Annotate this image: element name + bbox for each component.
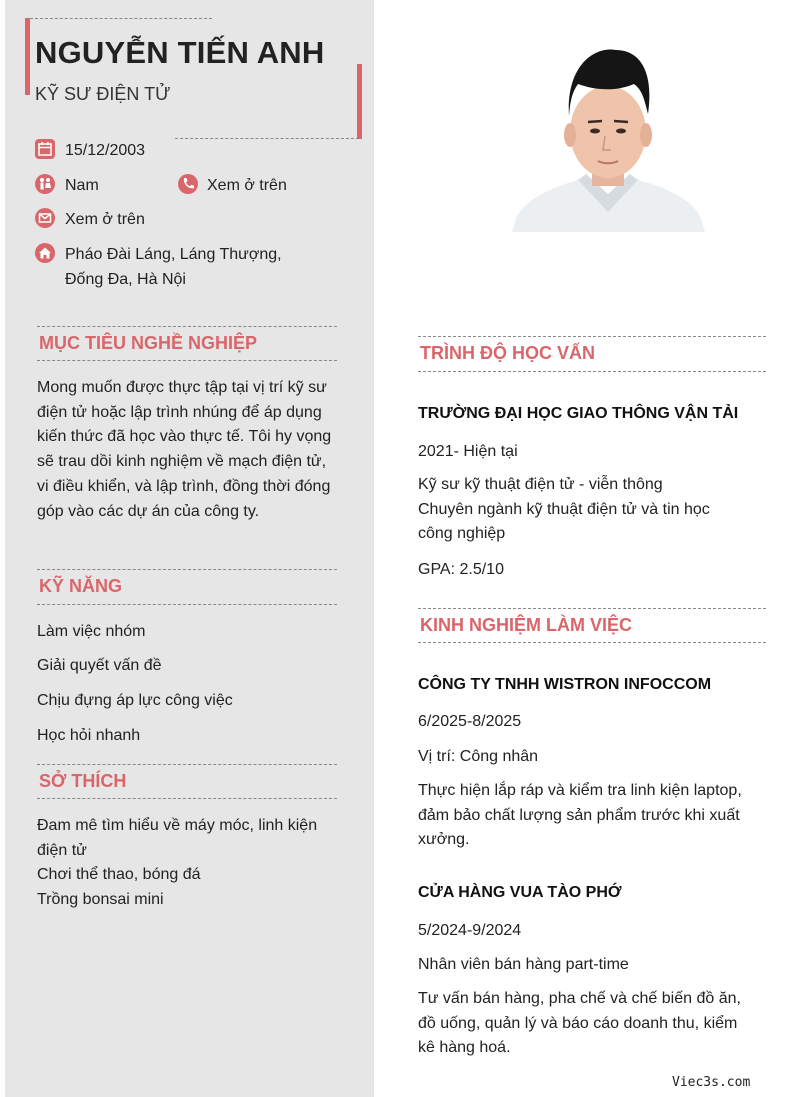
job-role: Nhân viên bán hàng part-time [418,956,629,973]
email-icon [35,208,55,228]
phone: Xem ở trên [207,177,287,194]
divider [418,608,766,609]
job-period: 6/2025-8/2025 [418,713,522,730]
gender-icon [35,174,55,194]
left-column [5,0,374,1097]
birthdate: 15/12/2003 [65,142,146,159]
divider [37,798,337,799]
education-period: 2021- Hiện tại [418,443,518,460]
accent-bar [357,64,362,139]
education-details: Kỹ sư kỹ thuật điện tử - viễn thông Chuyên ngành kỹ thuật điện tử và tin học công nghiệp [418,476,710,543]
address-line: Đống Đa, Hà Nội [65,271,186,288]
experience-heading: KINH NGHIỆM LÀM VIỆC [420,615,633,635]
watermark: Viec3s.com [672,1075,751,1090]
divider [175,138,359,139]
company-name: CÔNG TY TNHH WISTRON INFOCCOM [418,676,712,693]
phone-icon [178,174,198,194]
gender: Nam [65,177,99,194]
full-name: NGUYỄN TIẾN ANH [35,35,325,70]
hobbies-text: Đam mê tìm hiểu về máy móc, linh kiện điện tử Chơi thể thao, bóng đá Trồng bonsai mini [37,817,318,909]
skill-item: Chịu đựng áp lực công việc [37,692,233,709]
divider [418,642,766,643]
job-role: Vị trí: Công nhân [418,748,539,765]
skill-item: Học hỏi nhanh [37,727,141,744]
divider [37,326,337,327]
divider [37,569,337,570]
address-line: Pháo Đài Láng, Láng Thượng, [65,246,282,263]
job-description: Tư vấn bán hàng, pha chế và chế biến đồ ăn, đồ uống, quản lý và báo cáo doanh thu, kiểm kê hàng hoá. [418,990,741,1057]
skill-item: Giải quyết vấn đề [37,657,162,674]
email: Xem ở trên [65,211,145,228]
home-icon [35,243,55,263]
name-block [25,18,362,139]
hobbies-heading: SỞ THÍCH [39,771,127,791]
profile-photo [512,40,705,232]
accent-bar [25,18,30,95]
objective-heading: MỤC TIÊU NGHỀ NGHIỆP [39,333,258,353]
skill-item: Làm việc nhóm [37,623,146,640]
job-description: Thực hiện lắp ráp và kiểm tra linh kiện laptop, đảm bảo chất lượng sản phẩm trước khi xuất xưởng. [418,782,742,849]
divider [418,371,766,372]
education-heading: TRÌNH ĐỘ HỌC VẤN [420,343,595,363]
skills-heading: KỸ NĂNG [39,576,123,596]
divider [418,336,766,337]
company-name: CỬA HÀNG VUA TÀO PHỚ [418,884,622,901]
calendar-icon [35,139,55,159]
objective-text: Mong muốn được thực tập tại vị trí kỹ sư điện tử hoặc lập trình nhúng để áp dụng kiến thức đã học vào thực tế. Tôi hy vọng sẽ trau dồi kinh nghiệm về mạch điện tử, vi điều khiển, và lập trình, đồng thời đóng góp vào các dự án của công ty. [37,379,332,520]
divider [25,18,212,19]
divider [37,360,337,361]
job-period: 5/2024-9/2024 [418,922,522,939]
divider [37,604,337,605]
divider [37,764,337,765]
job-title: KỸ SƯ ĐIỆN TỬ [35,84,171,104]
school-name: TRƯỜNG ĐẠI HỌC GIAO THÔNG VẬN TẢI [418,405,739,422]
gpa: GPA: 2.5/10 [418,561,504,578]
